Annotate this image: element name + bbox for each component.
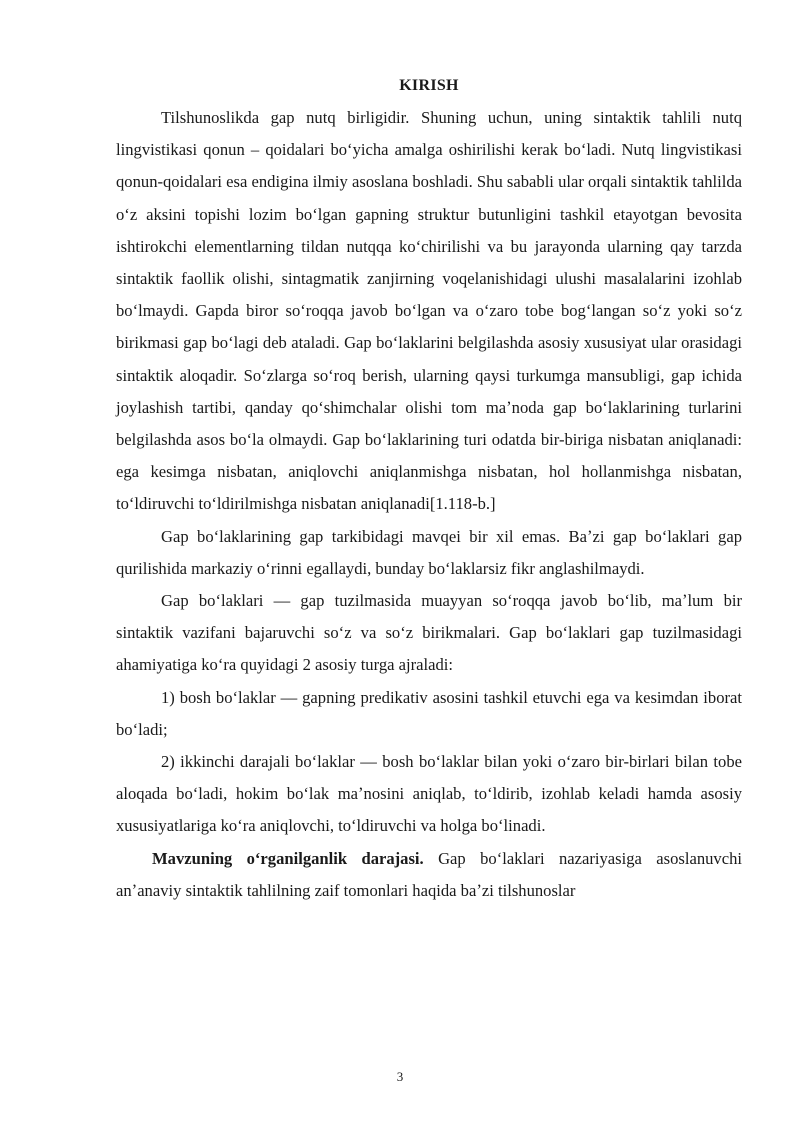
paragraph-6 bbox=[116, 843, 742, 907]
page-number: 3 bbox=[396, 1069, 404, 1084]
paragraph-3: Gap boʻlaklari — gap tuzilmasida muayyan soʻroqqa javob boʻlib, maʼlum bir sintaktik vazifani bajaruvchi soʻz va soʻz birikmalari. Gap boʻlaklari gap tuzilmasidagi ahamiyatiga koʻra quyidagi 2 asosiy turga ajraladi: bbox=[116, 591, 742, 675]
document-page bbox=[116, 76, 742, 907]
paragraph-1: Tilshunoslikda gap nutq birligidir. Shuning uchun, uning sintaktik tahlili nutq lingvistikasi qonun – qoidalari boʻyicha amalga oshirilishi kerak boʻladi. Nutq lingvistikasi qonun-qoidalari esa endigina ilmiy asoslana boshladi. Shu sababli ular orqali sintaktik tahlilda oʻz aksini topishi lozim boʻlgan gapning struktur butunligini tashkil etayotgan bevosita ishtirokchi elementlarning tildan nutqqa koʻchirilishi va bu jarayonda ularning qay tarzda sintaktik faollik olishi, sintagmatik zanjirning voqelanishidagi ulushi masalalarini izohlab boʻlmaydi. Gapda biror soʻroqqa javob boʻlgan va oʻzaro tobe bogʻlangan soʻz yoki soʻz birikmasi gap boʻlagi deb ataladi. Gap boʻlaklarini belgilashda asosiy xususiyat ular orasidagi sintaktik aloqadir. Soʻzlarga soʻroq berish, ularning qaysi turkumga mansubligi, gap ichida joylashish tartibi, qanday qoʻshimchalar olishi tom maʼnoda gap boʻlaklarining turlarini belgilashda asos boʻla olmaydi. Gap boʻlaklarining turi odatda bir-biriga nisbatan aniqlanadi: ega kesimga nisbatan, aniqlovchi aniqlanmishga nisbatan, hol hollanmishga nisbatan, toʻldiruvchi toʻldirilmishga nisbatan aniqlanadi[1.118-b.] bbox=[116, 108, 742, 514]
paragraph-2: Gap boʻlaklarining gap tarkibidagi mavqei bir xil emas. Baʼzi gap boʻlaklari gap qurilishida markaziy oʻrinni egallaydi, bunday boʻlaklarsiz fikr anglashilmaydi. bbox=[116, 526, 742, 578]
paragraph-4: 1) bosh boʻlaklar — gapning predikativ asosini tashkil etuvchi ega va kesimdan iborat boʻladi; bbox=[116, 687, 742, 739]
paragraph-6-text: Gap boʻlaklari nazariyasiga asoslanuvchi anʼanaviy sintaktik tahlilning zaif tomonlari haqida baʼzi tilshunoslar bbox=[116, 848, 742, 900]
paragraph-6-bold-lead: Mavzuning oʻrganilganlik darajasi. bbox=[152, 848, 424, 868]
section-title: KIRISH bbox=[399, 77, 459, 94]
paragraph-5: 2) ikkinchi darajali boʻlaklar — bosh boʻlaklar bilan yoki oʻzaro bir-birlari bilan tobe aloqada boʻladi, hokim boʻlak maʼnosini aniqlab, toʻldirib, izohlab keladi hamda asosiy xususiyatlariga koʻra aniqlovchi, toʻldiruvchi va holga boʻlinadi. bbox=[116, 752, 742, 836]
